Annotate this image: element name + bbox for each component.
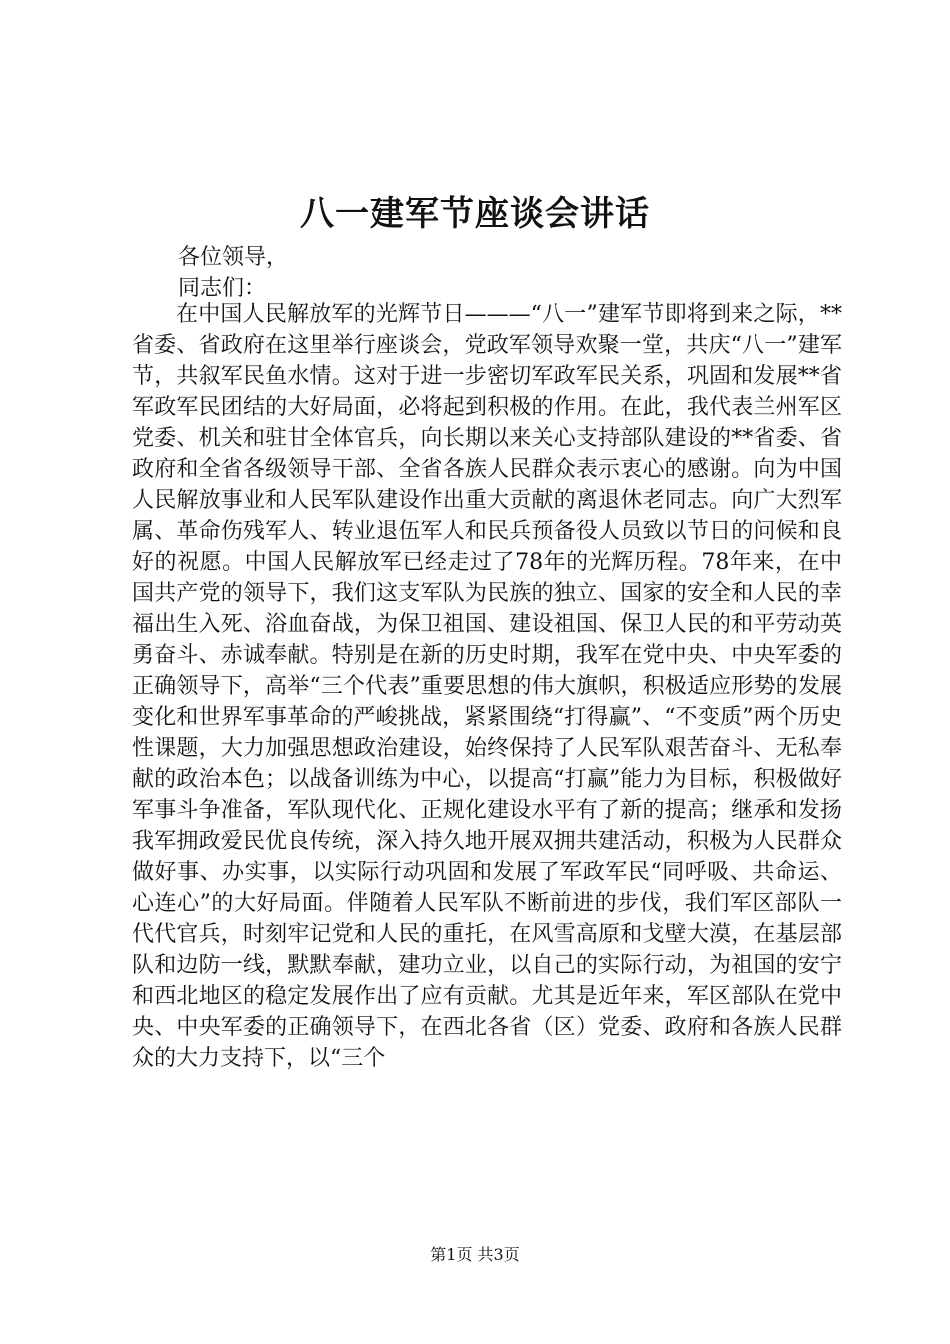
body-paragraph: 在中国人民解放军的光辉节日———“八一”建军节即将到来之际，**省委、省政府在这里举行座谈会，党政军领导欢聚一堂，共庆“八一”建军节，共叙军民鱼水情。这对于进一步密切军政军民关系，巩固和发展**省军政军民团结的大好局面，必将起到积极的作用。在此，我代表兰州军区党委、机关和驻甘全体官兵，向长期以来关心支持部队建设的**省委、省政府和全省各级领导干部、全省各族人民群众表示衷心的感谢。向为中国人民解放事业和人民军队建设作出重大贡献的离退休老同志。向广大烈军属、革命伤残军人、转业退伍军人和民兵预备役人员致以节日的问候和良好的祝愿。中国人民解放军已经走过了78年的光辉历程。78年来，在中国共产党的领导下，我们这支军队为民族的独立、国家的安全和人民的幸福出生入死、浴血奋战，为保卫祖国、建设祖国、保卫人民的和平劳动英勇奋斗、赤诚奉献。特别是在新的历史时期，我军在党中央、中央军委的正确领导下，高举“三个代表”重要思想的伟大旗帜，积极适应形势的发展变化和世界军事革命的严峻挑战，紧紧围绕“打得赢”、“不变质”两个历史性课题，大力加强思想政治建设，始终保持了人民军队艰苦奋斗、无私奉献的政治本色；以战备训练为中心，以提高“打赢”能力为目标，积极做好军事斗争准备，军队现代化、正规化建设水平有了新的提高；继承和发扬我军拥政爱民优良传统，深入持久地开展双拥共建活动，积极为人民群众做好事、办实事，以实际行动巩固和发展了军政军民“同呼吸、共命运、心连心”的大好局面。伴随着人民军队不断前进的步伐，我们军区部队一代代官兵，时刻牢记党和人民的重托，在风雪高原和戈壁大漠，在基层部队和边防一线，默默奉献，建功立业，以自己的实际行动，为祖国的安宁和西北地区的稳定发展作出了应有贡献。尤其是近年来，军区部队在党中央、中央军委的正确领导下，在西北各省（区）党委、政府和各族人民群众的大力支持下，以“三个 [132,302,842,1071]
page-footer: 第1页 共3页 [430,1245,520,1264]
salutation-leaders: 各位领导， [178,245,289,270]
salutation-comrades: 同志们： [178,276,267,301]
document-title: 八一建军节座谈会讲话 [300,194,650,234]
